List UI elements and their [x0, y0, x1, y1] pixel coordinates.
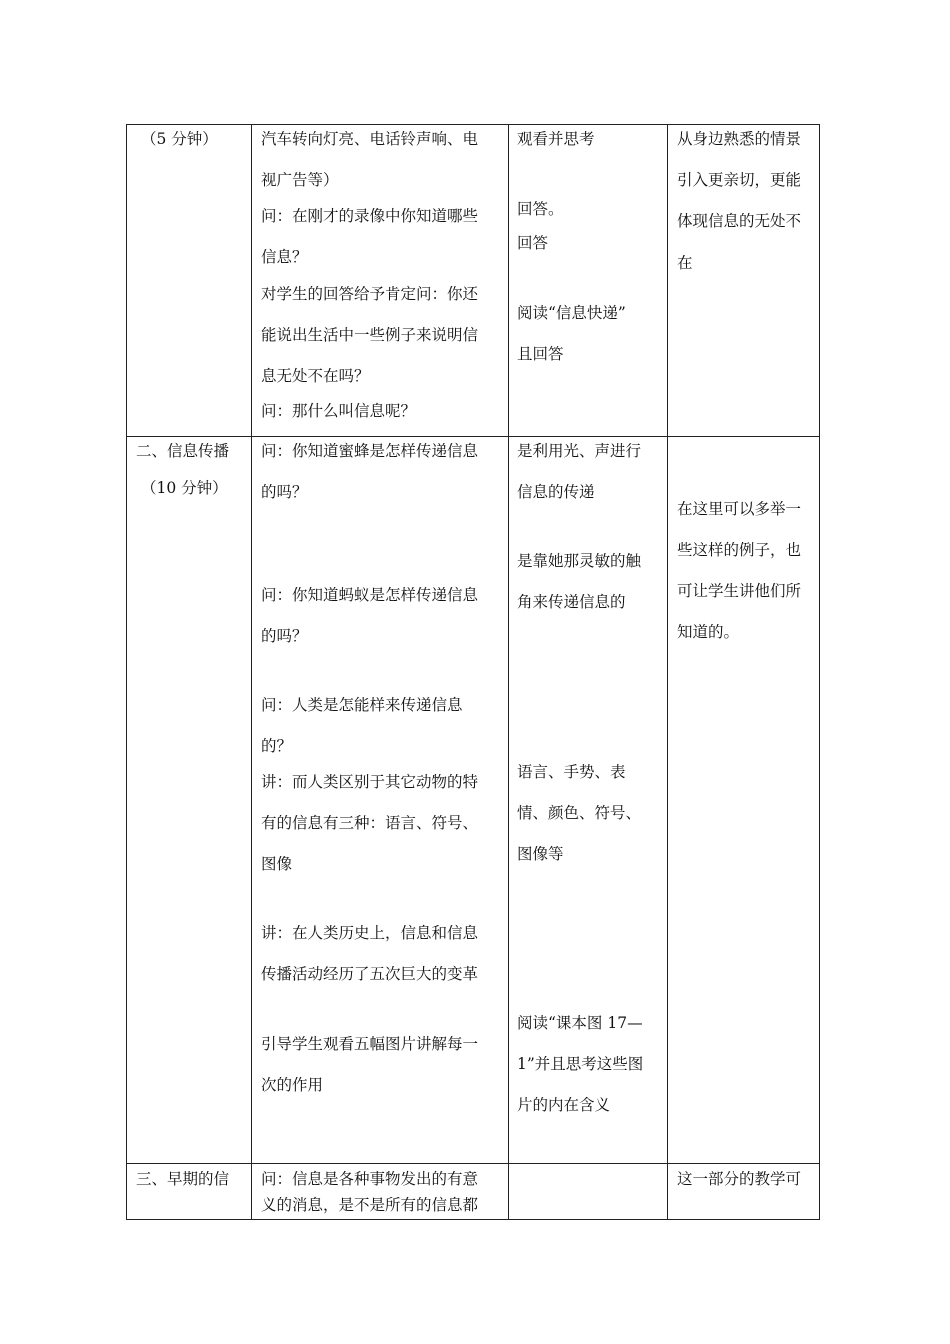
table-row	[127, 1164, 820, 1220]
stage-text: 三、早期的信	[136, 1170, 230, 1188]
stage-cell	[127, 1164, 252, 1220]
teacher-text: 信息？	[261, 248, 308, 266]
teacher-text: 义的消息，是不是所有的信息都	[261, 1196, 479, 1214]
teacher-text: 息无处不在吗？	[261, 367, 370, 385]
notes-text: 在	[677, 254, 693, 272]
teacher-activity-cell	[252, 125, 509, 437]
teacher-text: 的？	[261, 737, 293, 755]
teacher-text: 讲：而人类区别于其它动物的特	[261, 773, 479, 791]
student-text: 回答。	[517, 200, 564, 218]
student-text: 是利用光、声进行	[517, 442, 642, 460]
teacher-text: 问：人类是怎能样来传递信息	[261, 696, 463, 714]
student-text: 是靠她那灵敏的触	[517, 552, 642, 570]
notes-text: 引入更亲切，更能	[677, 171, 802, 189]
teacher-activity-cell	[252, 437, 509, 1164]
design-notes-cell	[668, 437, 820, 1164]
lesson-plan-table	[126, 124, 820, 1220]
teacher-text: 的吗？	[261, 627, 308, 645]
teacher-text: 图像	[261, 855, 293, 873]
student-text: 阅读“信息快递”	[517, 304, 626, 322]
student-text: 片的内在含义	[517, 1096, 611, 1114]
teacher-text: 次的作用	[261, 1076, 324, 1094]
notes-text: 知道的。	[677, 623, 740, 641]
teacher-text: 传播活动经历了五次巨大的变革	[261, 965, 479, 983]
notes-text: 可让学生讲他们所	[677, 582, 802, 600]
design-notes-cell	[668, 125, 820, 437]
table-row	[127, 437, 820, 1164]
teacher-text: 引导学生观看五幅图片讲解每一	[261, 1035, 479, 1053]
notes-text: 体现信息的无处不	[677, 212, 802, 230]
student-text: 阅读“课本图 17—	[517, 1014, 643, 1032]
stage-cell	[127, 437, 252, 1164]
stage-text: （10 分钟）	[141, 479, 228, 497]
notes-text: 在这里可以多举一	[677, 500, 802, 518]
notes-text: 从身边熟悉的情景	[677, 130, 802, 148]
teacher-text: 讲：在人类历史上，信息和信息	[261, 924, 479, 942]
student-text: 1”并且思考这些图	[517, 1055, 644, 1073]
table-row	[127, 125, 820, 437]
teacher-text: 问：信息是各种事物发出的有意	[261, 1170, 479, 1188]
teacher-text: 视广告等）	[261, 171, 339, 189]
teacher-text: 问：你知道蚂蚁是怎样传递信息	[261, 586, 479, 604]
student-text: 图像等	[517, 845, 564, 863]
design-notes-cell	[668, 1164, 820, 1220]
teacher-text: 问：在刚才的录像中你知道哪些	[261, 207, 479, 225]
teacher-text: 问：那什么叫信息呢？	[261, 402, 417, 420]
stage-text: （5 分钟）	[141, 130, 218, 148]
teacher-text: 有的信息有三种：语言、符号、	[261, 814, 479, 832]
student-text: 情、颜色、符号、	[517, 804, 642, 822]
teacher-text: 的吗？	[261, 483, 308, 501]
student-text: 语言、手势、表	[517, 763, 626, 781]
notes-text: 这一部分的教学可	[677, 1170, 802, 1188]
student-text: 回答	[517, 234, 549, 252]
teacher-text: 对学生的回答给予肯定问：你还	[261, 285, 479, 303]
student-text: 且回答	[517, 345, 564, 363]
stage-text: 二、信息传播	[136, 442, 230, 460]
student-activity-cell	[509, 125, 668, 437]
student-text: 信息的传递	[517, 483, 595, 501]
notes-text: 些这样的例子，也	[677, 541, 802, 559]
student-text: 角来传递信息的	[517, 593, 626, 611]
teacher-activity-cell	[252, 1164, 509, 1220]
teacher-text: 汽车转向灯亮、电话铃声响、电	[261, 130, 479, 148]
student-activity-cell	[509, 1164, 668, 1220]
teacher-text: 能说出生活中一些例子来说明信	[261, 326, 479, 344]
teacher-text: 问：你知道蜜蜂是怎样传递信息	[261, 442, 479, 460]
stage-cell	[127, 125, 252, 437]
student-activity-cell	[509, 437, 668, 1164]
student-text: 观看并思考	[517, 130, 595, 148]
